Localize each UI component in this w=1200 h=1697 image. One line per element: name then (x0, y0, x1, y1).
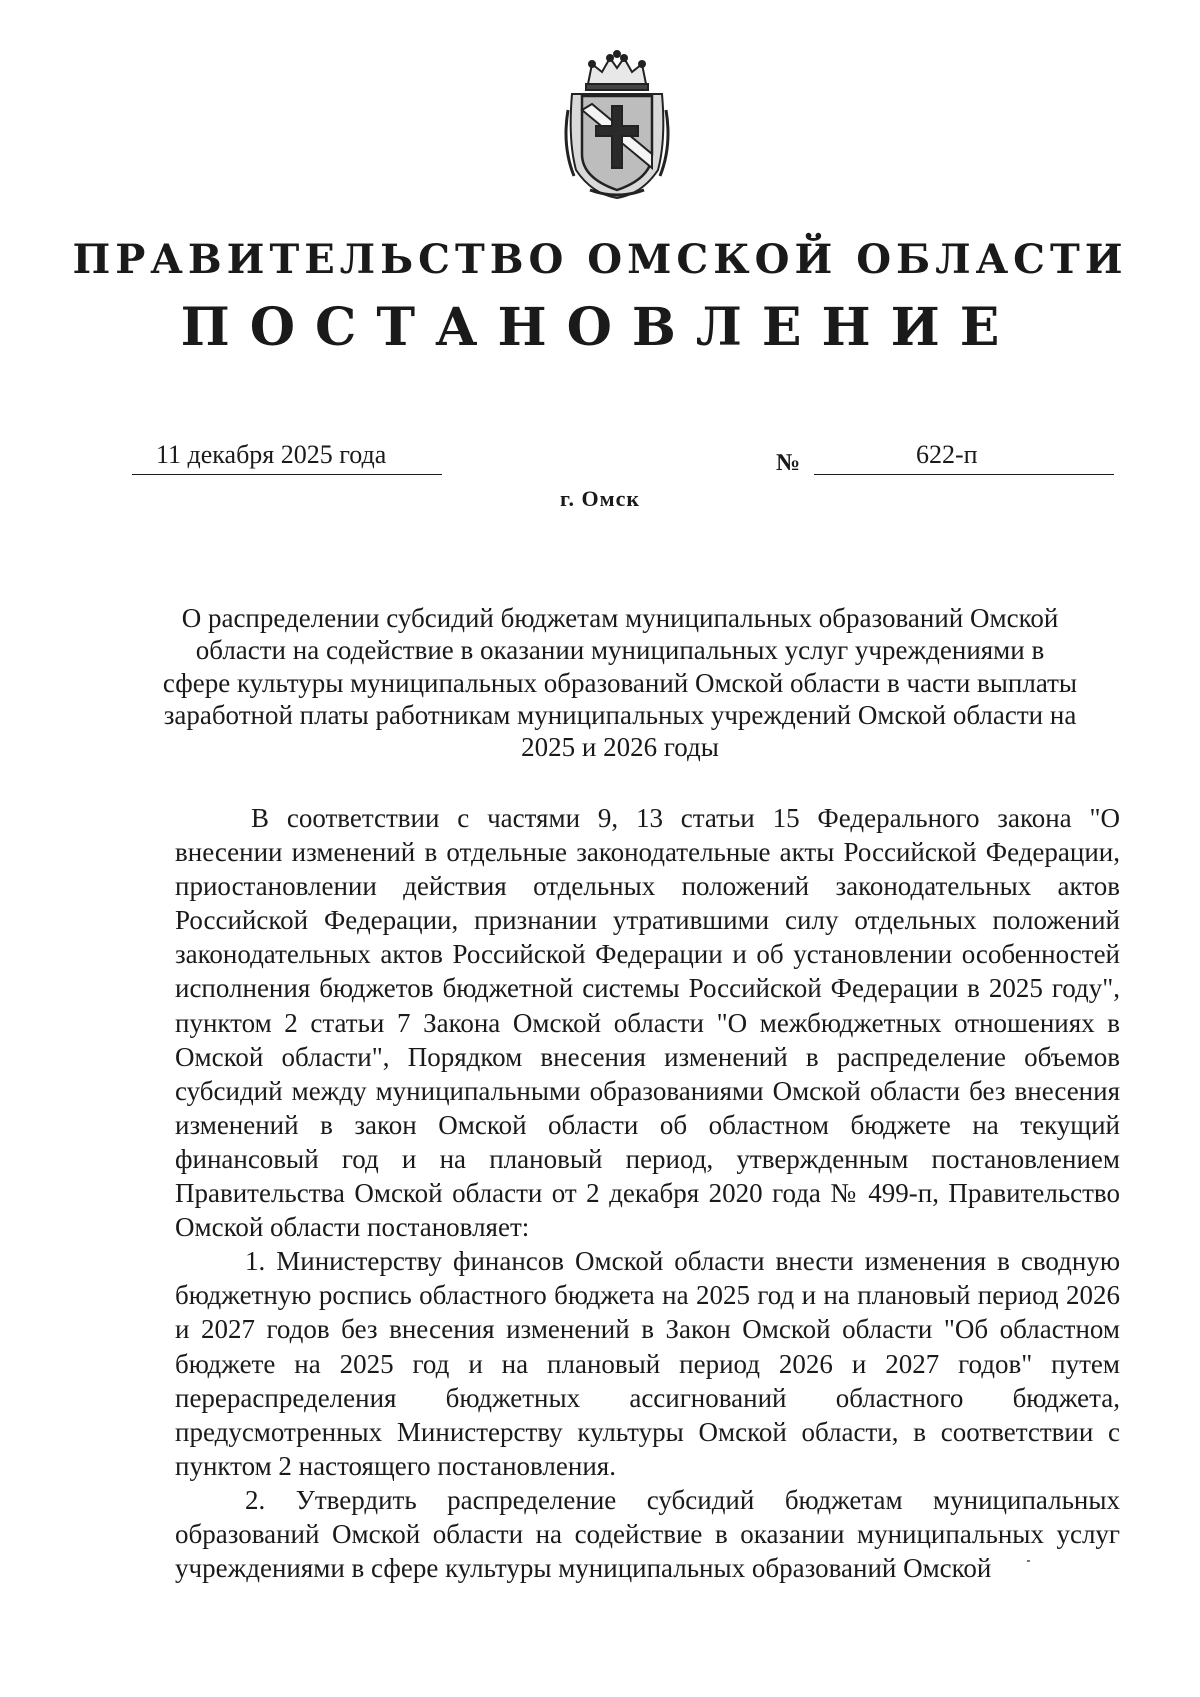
coat-of-arms-icon (562, 50, 672, 200)
number-sign: № (776, 450, 801, 476)
document-date: 11 декабря 2025 года (156, 440, 387, 469)
preamble-paragraph: В соответствии с частями 9, 13 статьи 15 Федерального закона "О внесении изменений в отдельные законодательные акты Российской Федерации, приостановлении действия отдельных положений законодательных актов Российской Федерации, признании утратившими силу отдельных положений законодательных актов Российской Федерации и об установлении особенностей исполнения бюджетов бюджетной системы Российской Федерации в 2025 году", пунктом 2 статьи 7 Закона Омской области "О межбюджетных отношениях в Омской области", Порядком внесения изменений в распределение объемов субсидий между муниципальными образованиями Омской области без внесения изменений в закон Омской области об областном бюджете на текущий финансовый год и на плановый период, утвержденным постановлением Правительства Омской области от 2 декабря 2020 года № 499-п, Правительство Омской области постановляет: (175, 803, 1120, 1243)
document-body (175, 801, 1120, 1585)
document-heading: О распределении субсидий бюджетам муниципальных образований Омской области на содействие в оказании муниципальных услуг учреждениями в сфере культуры муниципальных образований Омской области в части выплаты заработной платы работникам муниципальных учреждений Омской области на 2025 и 2026 годы (162, 603, 1078, 763)
document-city: г. Омск (559, 486, 641, 511)
document-number: 622-п (916, 440, 978, 469)
organization-title: ПРАВИТЕЛЬСТВО ОМСКОЙ ОБЛАСТИ (72, 236, 1128, 283)
item-1-paragraph: 1. Министерству финансов Омской области внести изменения в сводную бюджетную роспись областного бюджета на 2025 год и на плановый период 2026 и 2027 годов без внесения изменений в Закон Омской области "Об областном бюджете на 2025 год и на плановый период 2026 и 2027 годов" путем перераспределения бюджетных ассигнований областного бюджета, предусмотренных Министерству культуры Омской области, в соответствии с пунктом 2 настоящего постановления. (175, 1246, 1120, 1481)
number-field (814, 434, 1114, 475)
item-2-paragraph: 2. Утвердить распределение субсидий бюджетам муниципальных образований Омской области на содействие в оказании муниципальных услуг учреждениями в сфере культуры муниципальных образований Омской (175, 1484, 1120, 1584)
document-type-title: ПОСТАНОВЛЕНИЕ (180, 297, 1020, 358)
scan-speck (1027, 1560, 1030, 1562)
date-field (132, 434, 442, 475)
